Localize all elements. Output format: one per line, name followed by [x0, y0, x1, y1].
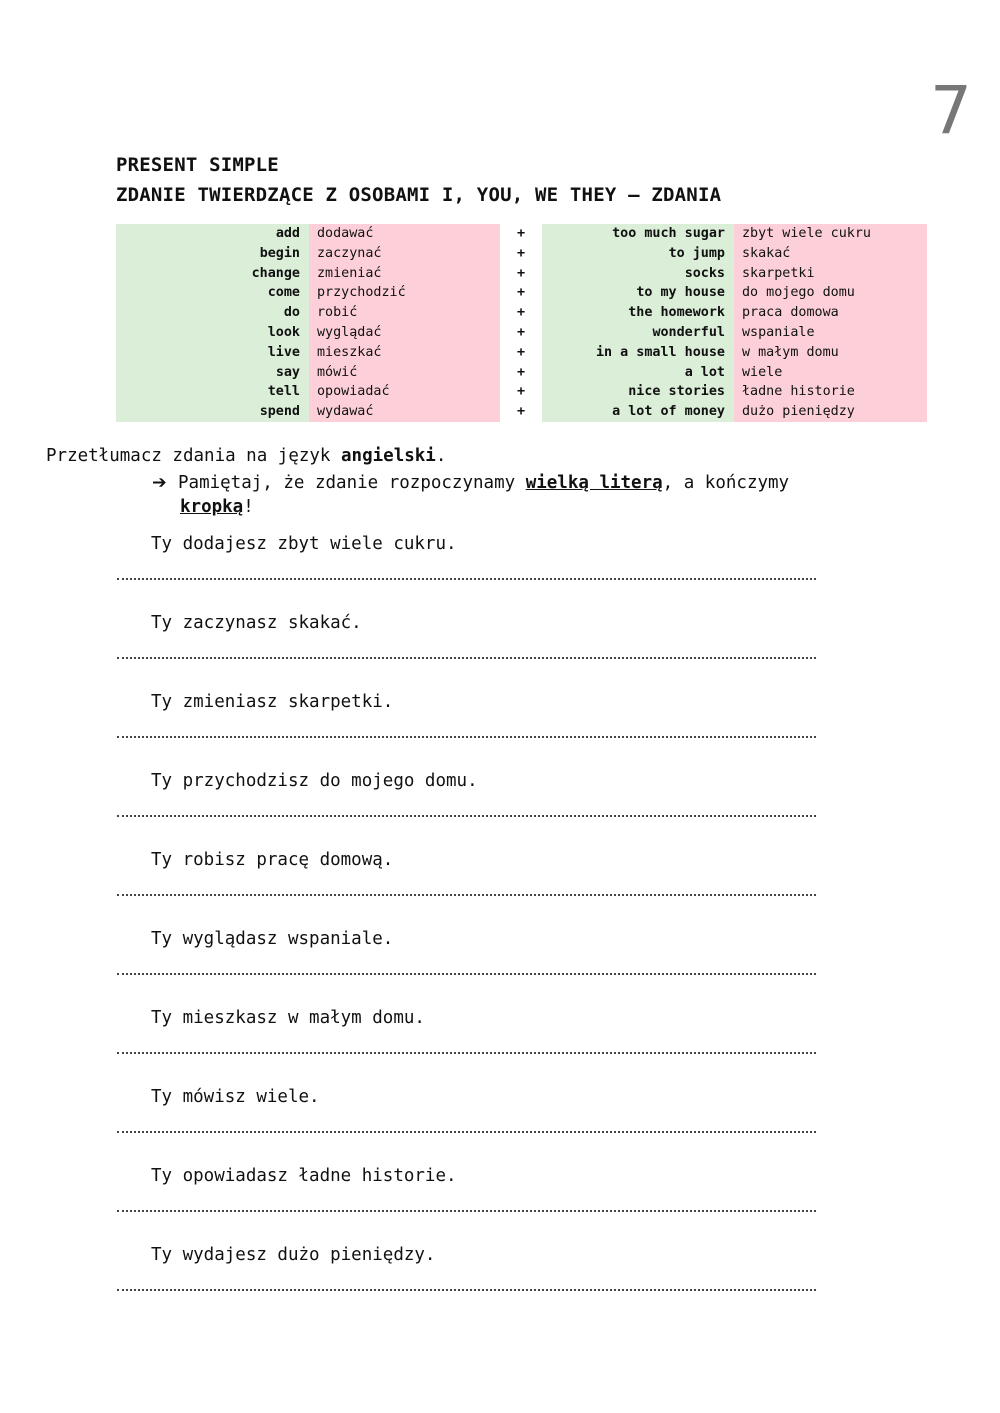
note-text-1: Pamiętaj, że zdanie rozpoczynamy: [178, 473, 526, 493]
vocab-en-cell: a lot: [684, 364, 725, 380]
plus-sign: +: [516, 344, 526, 360]
vocab-en-cell: nice stories: [628, 384, 725, 400]
answer-line[interactable]: [117, 973, 816, 975]
page-number: 7: [930, 72, 972, 149]
vocab-pl-cell: mieszkać: [317, 344, 382, 360]
plus-sign: +: [516, 324, 526, 340]
answer-line[interactable]: [117, 1131, 816, 1133]
vocab-en-cell: to my house: [636, 285, 725, 301]
answer-line[interactable]: [117, 894, 816, 896]
vocab-pl-cell: robić: [317, 305, 358, 321]
vocab-pl-cell: w małym domu: [742, 344, 839, 360]
answer-line[interactable]: [117, 815, 816, 817]
vocab-pl-cell: wyglądać: [317, 324, 382, 340]
exercise-sentence: Ty robisz pracę domową.: [151, 850, 394, 870]
plus-sign: +: [516, 226, 526, 241]
arrow-icon: ➔: [152, 473, 167, 493]
vocab-en-cell: tell: [267, 384, 300, 400]
instruction-language: angielski: [341, 446, 436, 466]
instruction: [46, 446, 446, 466]
vocab-pl-cell: zmieniać: [317, 265, 382, 281]
verbs-english-column: [116, 224, 309, 422]
answer-line[interactable]: [117, 1210, 816, 1212]
vocab-pl-cell: ładne historie: [742, 384, 855, 400]
plus-sign: +: [516, 245, 526, 261]
plus-column: [508, 224, 534, 422]
vocab-pl-cell: zaczynać: [317, 245, 382, 261]
vocab-pl-cell: przychodzić: [317, 285, 406, 301]
exercise-sentence: Ty opowiadasz ładne historie.: [151, 1166, 457, 1186]
vocab-pl-cell: wydawać: [317, 404, 374, 420]
answer-line[interactable]: [117, 1289, 816, 1291]
vocab-pl-cell: skakać: [742, 245, 791, 261]
vocab-en-cell: too much sugar: [612, 226, 725, 241]
vocab-pl-cell: do mojego domu: [742, 285, 855, 301]
page-title: PRESENT SIMPLE: [116, 154, 279, 176]
vocab-pl-cell: mówić: [317, 364, 358, 380]
exercise-sentence: Ty mieszkasz w małym domu.: [151, 1008, 425, 1028]
vocab-en-cell: the homework: [628, 305, 725, 321]
instruction-text: Przetłumacz zdania na język: [46, 446, 342, 466]
vocab-en-cell: say: [275, 364, 300, 380]
plus-sign: +: [516, 305, 526, 321]
plus-sign: +: [516, 384, 526, 400]
vocab-pl-cell: wiele: [742, 364, 783, 380]
phrases-english-column: [542, 224, 734, 422]
exercise-sentence: Ty zmieniasz skarpetki.: [151, 692, 394, 712]
vocab-en-cell: change: [251, 265, 300, 281]
vocab-en-cell: spend: [259, 404, 300, 420]
vocab-pl-cell: zbyt wiele cukru: [742, 226, 871, 241]
plus-sign: +: [516, 364, 526, 380]
note-emphasis-capital: wielką literą: [525, 473, 663, 493]
plus-sign: +: [516, 285, 526, 301]
vocab-pl-cell: dużo pieniędzy: [742, 404, 855, 420]
vocab-en-cell: come: [267, 285, 300, 301]
note-emphasis-period: kropką: [180, 497, 244, 517]
exercise-sentence: Ty dodajesz zbyt wiele cukru.: [151, 534, 457, 554]
vocab-en-cell: add: [275, 226, 300, 241]
vocab-en-cell: live: [267, 344, 300, 360]
vocab-pl-cell: praca domowa: [742, 305, 839, 321]
page-subtitle: ZDANIE TWIERDZĄCE Z OSOBAMI I, YOU, WE THEY – ZDANIA: [116, 184, 722, 206]
vocab-pl-cell: opowiadać: [317, 384, 390, 400]
phrases-polish-column: [734, 224, 927, 422]
exercise-sentence: Ty wydajesz dużo pieniędzy.: [151, 1245, 436, 1265]
note-text-3: !: [243, 497, 254, 517]
exercise-sentence: Ty mówisz wiele.: [151, 1087, 320, 1107]
answer-line[interactable]: [117, 1052, 816, 1054]
vocab-en-cell: a lot of money: [612, 404, 725, 420]
exercise-sentence: Ty przychodzisz do mojego domu.: [151, 771, 478, 791]
reminder-note: [152, 471, 832, 519]
exercise-sentence: Ty zaczynasz skakać.: [151, 613, 362, 633]
answer-line[interactable]: [117, 736, 816, 738]
vocab-en-cell: begin: [259, 245, 300, 261]
vocab-en-cell: in a small house: [596, 344, 725, 360]
plus-sign: +: [516, 404, 526, 420]
answer-line[interactable]: [117, 578, 816, 580]
vocab-en-cell: look: [267, 324, 300, 340]
vocab-en-cell: wonderful: [652, 324, 725, 340]
vocab-pl-cell: dodawać: [317, 226, 374, 241]
vocab-pl-cell: skarpetki: [742, 265, 815, 281]
plus-sign: +: [516, 265, 526, 281]
vocab-en-cell: do: [283, 305, 300, 321]
vocab-en-cell: socks: [684, 265, 725, 281]
exercise-sentence: Ty wyglądasz wspaniale.: [151, 929, 394, 949]
instruction-period: .: [435, 446, 447, 466]
verbs-polish-column: [309, 224, 500, 422]
vocab-pl-cell: wspaniale: [742, 324, 815, 340]
note-text-2: , a kończymy: [662, 473, 790, 493]
answer-line[interactable]: [117, 657, 816, 659]
vocab-en-cell: to jump: [668, 245, 725, 261]
